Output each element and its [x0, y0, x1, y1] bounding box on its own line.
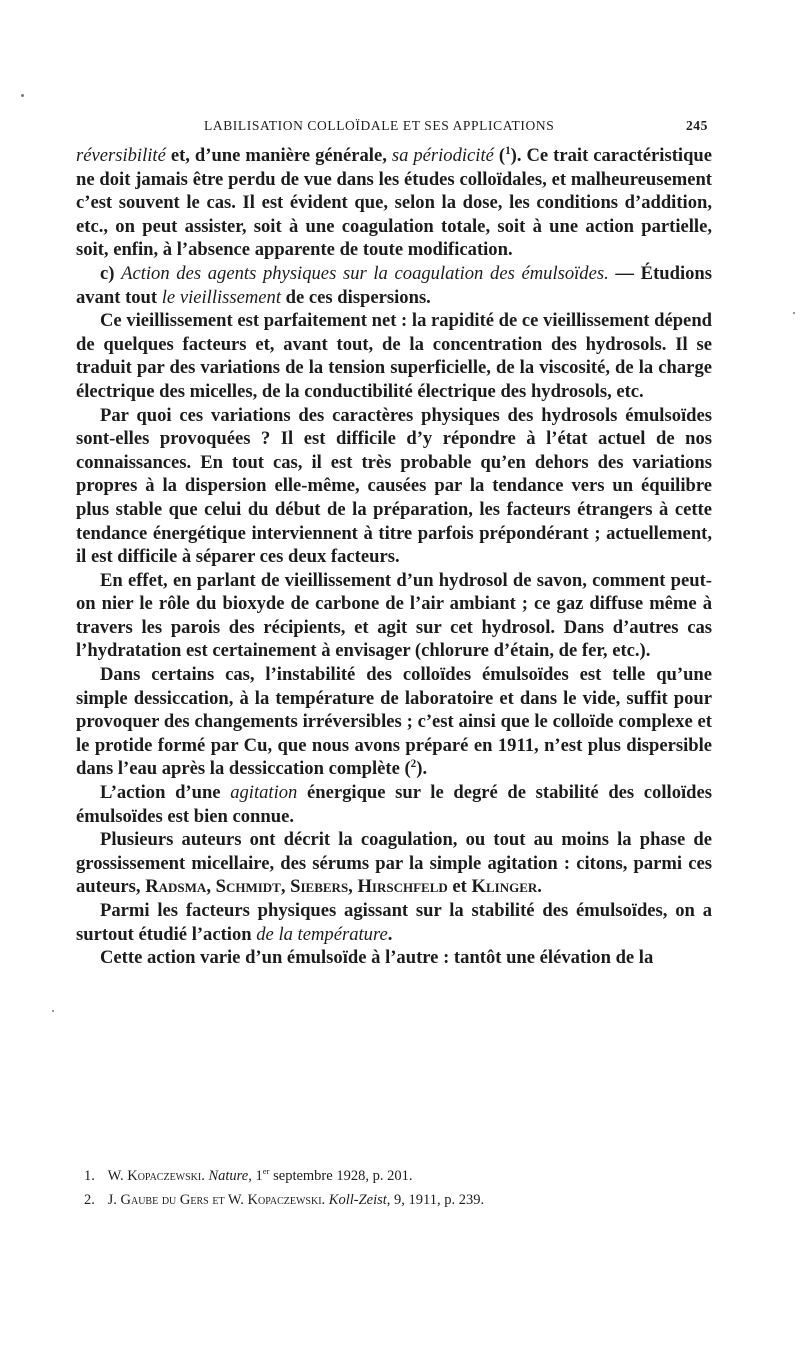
paragraph: Ce vieillissement est parfaitement net : la rapidité de ce vieillissement dépend de quelques facteurs et, avant tout, de la concentration des hydrosols. Il se traduit par des variations de la tension superficielle, de la viscosité, de la charge électrique des micelles, de la conductibilité électrique des hydrosols, etc.: [76, 310, 712, 402]
scan-speck: [21, 94, 24, 97]
book-page: [76, 112, 712, 970]
footnote-author: J. Gaube du Gers et W. Kopaczewski.: [107, 1192, 326, 1208]
section-heading-paragraph: c) Action des agents physiques sur la coagulation des émulsoïdes. — Étudions avant tout le vieillissement de ces dispersions.: [76, 262, 712, 308]
paragraph: En effet, en parlant de vieillissement d’un hydrosol de savon, comment peut-on nier le rôle du bioxyde de carbone de l’air ambiant ; ce gaz diffuse même à travers les parois des récipients, et agit sur cet hydrosol. Dans d’autres cas l’hydratation est certainement à envisager (chlorure d’étain, de fer, etc.).: [76, 569, 712, 662]
running-title: LABILISATION COLLOÏDALE ET SES APPLICATIONS: [204, 118, 555, 133]
paragraph: Cette action varie d’un émulsoïde à l’autre : tantôt une élévation de la: [100, 947, 654, 969]
footnote-ref: 1: [505, 144, 511, 157]
section-heading: Action des agents physiques sur la coagulation des émulsoïdes.: [121, 262, 609, 284]
italic-term: sa périodicité: [391, 145, 494, 166]
italic-term: agitation: [230, 782, 298, 804]
paragraph: Dans certains cas, l’instabilité des colloïdes émulsoïdes est telle qu’une simple dessiccation, à la température de laboratoire et dans le vide, suffit pour provoquer des changements irréversibles ; c’est ainsi que le colloïde complexe et le protide formé par Cu, que nous avons préparé en 1911, n’est plus dispersible dans l’eau après la dessiccation complète ($^2$).: [76, 664, 712, 780]
scan-speck: [52, 1010, 54, 1012]
footnotes: [84, 1164, 712, 1212]
running-header: [76, 112, 712, 138]
paragraph: Plusieurs auteurs ont décrit la coagulation, ou tout au moins la phase de grossissement micellaire, des sérums par la simple agitation : citons, parmi ces auteurs, Radsma, Schmidt, Siebers, Hirschfeld et Klinger.: [76, 829, 712, 898]
paragraph: Par quoi ces variations des caractères physiques des hydrosols émulsoïdes sont-elles provoquées ? Il est difficile d’y répondre à l’état actuel de nos connaissances. En tout cas, il est très probable qu’en dehors des variations propres à la dispersion elle-même, causées par la tendance vers un équilibre plus stable que celui du début de la préparation, les facteurs étrangers à cette tendance énergétique interviennent à titre parfois prépondérant ; actuellement, il est difficile à séparer ces deux facteurs.: [76, 404, 712, 568]
footnote: 1. W. Kopaczewski. Nature, 1er septembre 1928, p. 201.: [84, 1166, 413, 1184]
footnote-journal: Nature: [208, 1168, 249, 1184]
footnote-ref: 2: [410, 758, 417, 771]
footnote-author: W. Kopaczewski.: [107, 1168, 205, 1184]
italic-term: réversibilité: [76, 145, 166, 166]
author-name: Schmidt: [215, 876, 281, 898]
footnote-journal: Koll-Zeist: [328, 1192, 387, 1208]
author-name: Radsma: [145, 876, 207, 898]
italic-term: de la température: [256, 923, 388, 945]
scan-speck: [793, 312, 795, 314]
footnote: 2. J. Gaube du Gers et W. Kopaczewski. Koll-Zeist, 9, 1911, p. 239.: [84, 1192, 485, 1208]
body-text: [76, 144, 712, 970]
italic-term: le vieillissement: [161, 286, 282, 308]
paragraph: réversibilité et, d’une manière générale, sa périodicité ($^1$). Ce trait caractéristique ne doit jamais être perdu de vue dans les études colloïdales, et malheureusement c’est souvent le cas. Il est évident que, selon la dose, les conditions d’addition, etc., on peut assister, soit à une coagulation totale, soit à une action partielle, soit, enfin, à l’absence apparente de toute modification.: [76, 144, 713, 261]
paragraph: L’action d’une agitation énergique sur le degré de stabilité des colloïdes émulsoïdes est bien connue.: [76, 782, 712, 827]
paragraph: Parmi les facteurs physiques agissant sur la stabilité des émulsoïdes, on a surtout étudié l’action de la température.: [76, 900, 712, 945]
author-name: Hirschfeld: [357, 876, 448, 898]
author-name: Siebers: [290, 876, 349, 898]
author-name: Klinger: [471, 876, 538, 898]
page-number: 245: [685, 118, 708, 133]
